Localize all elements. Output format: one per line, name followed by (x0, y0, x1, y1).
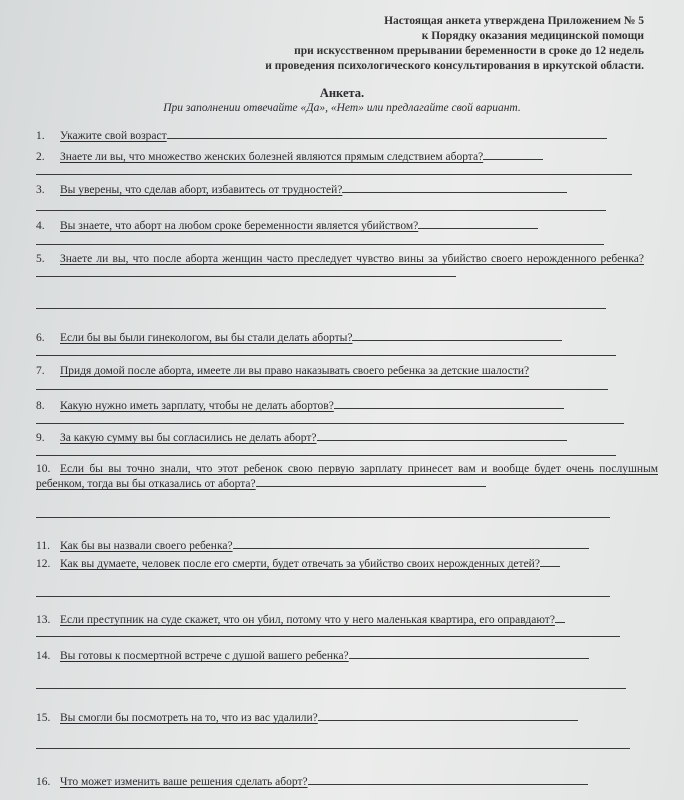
question-7 (36, 364, 654, 378)
question-text: Если преступник на суде скажет, что он убил, потому что у него маленькая квартира, его оправдают? (60, 614, 555, 626)
answer-field[interactable] (349, 648, 589, 659)
question-5 (36, 252, 644, 281)
question-9 (36, 430, 654, 445)
answer-line[interactable] (36, 517, 610, 518)
answer-field[interactable] (308, 774, 588, 785)
answer-field[interactable] (352, 330, 562, 341)
question-text: Как вы думаете, человек после его смерти, будет отвечать за убийство своих нерожденных детей? (60, 558, 540, 570)
question-15 (36, 710, 654, 725)
answer-line[interactable] (36, 688, 626, 689)
question-12 (36, 556, 654, 571)
approval-header (174, 14, 644, 74)
question-number: 5. (36, 253, 45, 265)
answer-field[interactable] (540, 556, 560, 567)
question-text: Знаете ли вы, что множество женских болезней являются прямым следствием аборта? (60, 151, 484, 163)
question-2 (36, 149, 654, 164)
answer-field[interactable] (317, 430, 567, 441)
answer-field[interactable] (342, 182, 567, 193)
question-3 (36, 182, 654, 197)
answer-field[interactable] (334, 398, 564, 409)
answer-field[interactable] (36, 266, 456, 277)
question-text: Если бы вы были гинекологом, вы бы стали делать аборты? (60, 332, 353, 344)
question-number: 15. (36, 712, 51, 724)
question-text: Что может изменить ваше решения сделать аборт? (60, 776, 308, 788)
answer-line[interactable] (36, 244, 604, 245)
approval-line-2: к Порядку оказания медицинской помощи (421, 30, 644, 42)
question-number: 7. (36, 365, 45, 377)
form-instruction: При заполнении отвечайте «Да», «Нет» или предлагайте свой вариант. (163, 102, 521, 114)
question-text: Как бы вы назвали своего ребенка? (60, 540, 233, 552)
answer-line[interactable] (36, 210, 606, 211)
question-1 (36, 128, 654, 143)
answer-field[interactable] (233, 538, 589, 549)
answer-line[interactable] (36, 308, 606, 309)
answer-line[interactable] (36, 636, 620, 637)
question-16 (36, 774, 654, 789)
question-text: Какую нужно иметь зарплату, чтобы не делать абортов? (60, 400, 334, 412)
question-text: Если бы вы точно знали, что этот ребенок свою первую зарплату принесет вам и вообще будет очень послушным ребенком, тогда вы бы отказались от аборта? (36, 463, 658, 490)
question-number: 13. (36, 614, 51, 626)
answer-field[interactable] (555, 612, 565, 623)
question-number: 2. (36, 151, 45, 163)
question-number: 1. (36, 130, 45, 142)
question-10 (36, 462, 658, 491)
answer-field[interactable] (483, 149, 543, 160)
question-text: За какую сумму вы бы согласились не делать аборт? (60, 432, 317, 444)
approval-line-3: при искусственном прерывании беременности в сроке до 12 недель (294, 45, 644, 57)
answer-line[interactable] (36, 455, 616, 456)
answer-line[interactable] (36, 389, 608, 390)
answer-line[interactable] (36, 423, 624, 424)
question-text: Вы смогли бы посмотреть на то, что из вас удалили? (60, 712, 318, 724)
question-number: 9. (36, 432, 45, 444)
answer-line[interactable] (36, 355, 616, 356)
answer-field[interactable] (318, 710, 578, 721)
answer-line[interactable] (36, 174, 632, 175)
question-text: Укажите свой возраст (60, 130, 167, 142)
question-number: 3. (36, 184, 45, 196)
question-number: 8. (36, 400, 45, 412)
question-number: 12. (36, 558, 51, 570)
question-number: 4. (36, 220, 45, 232)
question-6 (36, 330, 654, 345)
question-13 (36, 612, 654, 627)
question-text: Вы уверены, что сделав аборт, избавитесь от трудностей? (60, 184, 343, 196)
approval-line-1: Настоящая анкета утверждена Приложением № 5 (384, 15, 644, 27)
question-14 (36, 648, 654, 663)
answer-line[interactable] (36, 748, 630, 749)
question-11 (36, 538, 654, 553)
question-number: 6. (36, 332, 45, 344)
question-number: 16. (36, 776, 51, 788)
question-text: Знаете ли вы, что после аборта женщин часто преследует чувство вины за убийство своего нерожденного ребенка? (60, 253, 644, 265)
question-number: 11. (36, 540, 50, 552)
approval-line-4: и проведения психологического консультирования в иркутской области. (265, 60, 644, 72)
form-title: Анкета. (319, 86, 365, 100)
question-text: Вы готовы к посмертной встрече с душой вашего ребенка? (60, 650, 349, 662)
answer-field[interactable] (418, 218, 538, 229)
question-4 (36, 218, 654, 233)
question-8 (36, 398, 654, 413)
question-number: 14. (36, 650, 51, 662)
question-text: Придя домой после аборта, имеете ли вы право наказывать своего ребенка за детские шалости? (60, 365, 530, 377)
question-number: 10. (36, 463, 51, 475)
answer-line[interactable] (36, 596, 610, 597)
answer-field[interactable] (167, 128, 607, 139)
answer-field[interactable] (256, 476, 486, 487)
question-text: Вы знаете, что аборт на любом сроке беременности является убийством? (60, 220, 419, 232)
